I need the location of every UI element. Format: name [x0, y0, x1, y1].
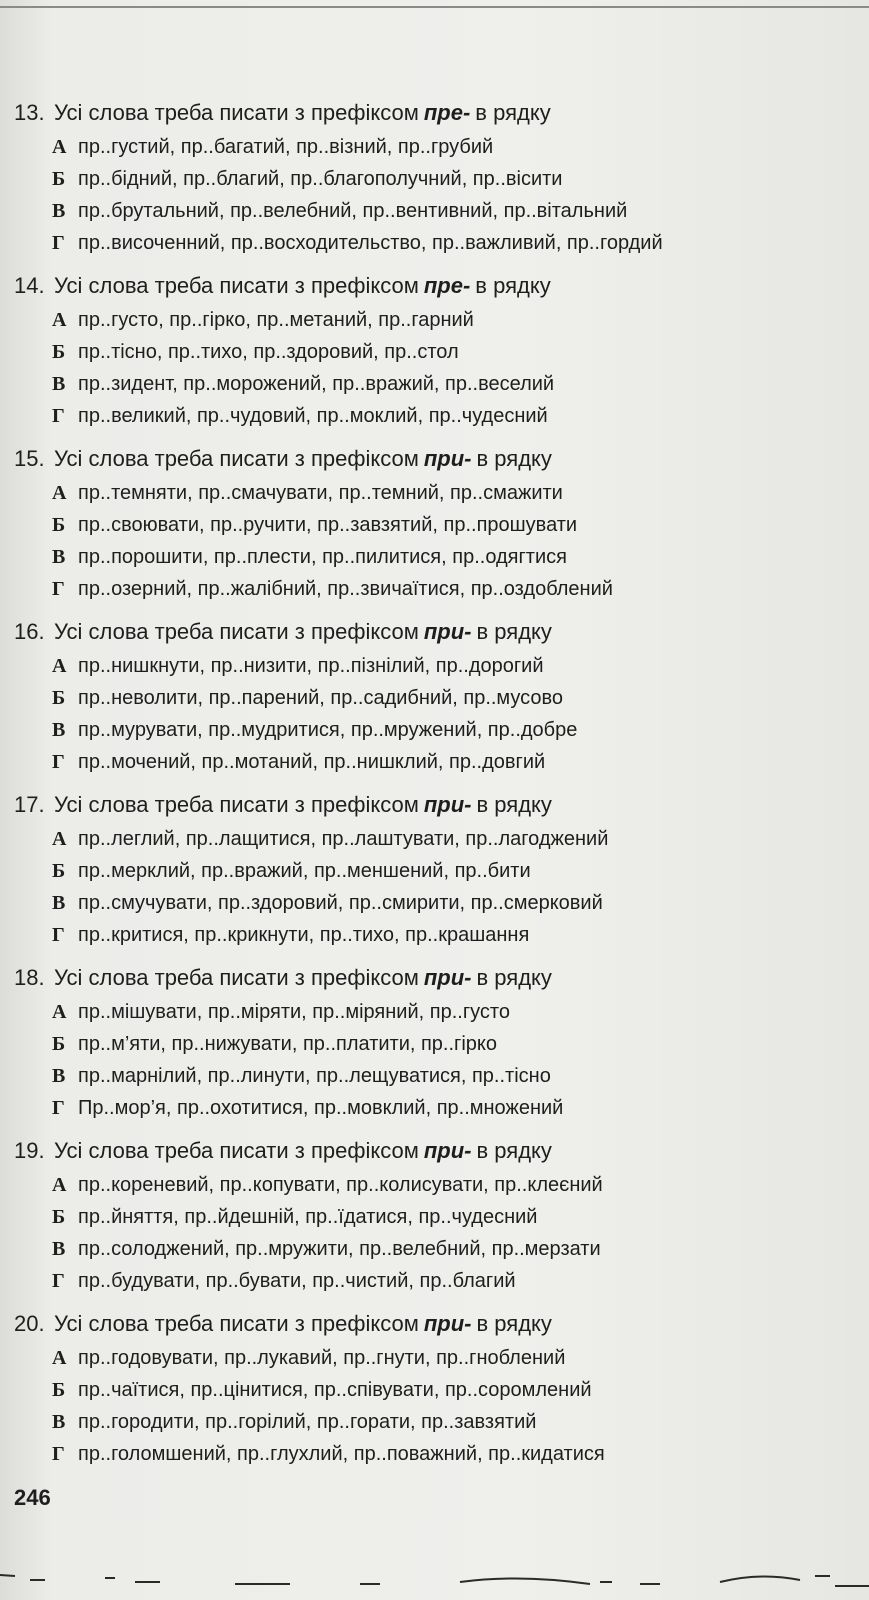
question-number: 15. — [14, 446, 45, 471]
question-text-end: в рядку — [476, 965, 552, 990]
option-letter: А — [52, 136, 67, 158]
question-block — [14, 1311, 854, 1484]
option-letter: В — [52, 892, 66, 914]
option-letter: Б — [52, 168, 66, 190]
answer-option — [14, 1097, 854, 1129]
question-heading — [14, 446, 854, 482]
option-text: пр..неволити, пр..парений, пр..садибний, пр..мусово — [78, 687, 564, 709]
answer-option — [14, 578, 854, 610]
answer-option — [14, 309, 854, 341]
option-letter: А — [52, 309, 67, 331]
option-text: пр..леглий, пр..лащитися, пр..лаштувати, пр..лагоджений — [78, 828, 609, 850]
option-text: пр..мурувати, пр..мудритися, пр..мружений, пр..добре — [78, 719, 578, 741]
question-prefix: пре- — [423, 100, 471, 125]
option-letter: Б — [52, 514, 66, 536]
option-text: пр..чаїтися, пр..цінитися, пр..співувати, пр..соромлений — [78, 1379, 592, 1401]
question-prefix: при- — [423, 619, 472, 644]
question-block — [14, 792, 854, 965]
option-text: пр..марнілий, пр..линути, пр..лещуватися, пр..тісно — [78, 1065, 551, 1087]
question-block — [14, 100, 854, 273]
option-letter: В — [52, 719, 66, 741]
question-block — [14, 446, 854, 619]
question-number: 19. — [14, 1138, 45, 1163]
option-text: пр..смучувати, пр..здоровий, пр..смирити, пр..смерковий — [78, 892, 603, 914]
answer-option — [14, 860, 854, 892]
question-text-end: в рядку — [475, 100, 551, 125]
question-text-end: в рядку — [476, 446, 552, 471]
question-number: 14. — [14, 273, 45, 298]
option-text: пр..нишкнути, пр..низити, пр..пізнілий, пр..дорогий — [78, 655, 544, 677]
option-letter: А — [52, 828, 67, 850]
question-text: Усі слова треба писати з префіксом — [54, 965, 419, 990]
option-text: пр..зидент, пр..морожений, пр..вражий, пр..веселий — [78, 373, 555, 395]
question-prefix: при- — [423, 1311, 472, 1336]
option-letter: Г — [52, 405, 65, 427]
question-block — [14, 1138, 854, 1311]
answer-option — [14, 1238, 854, 1270]
option-letter: Б — [52, 1379, 66, 1401]
option-letter: В — [52, 546, 66, 568]
answer-option — [14, 1033, 854, 1065]
option-text: пр..кореневий, пр..копувати, пр..колисувати, пр..клеєний — [78, 1174, 603, 1196]
question-heading — [14, 619, 854, 655]
question-prefix: пре- — [423, 273, 471, 298]
answer-option — [14, 655, 854, 687]
option-text: пр..своювати, пр..ручити, пр..завзятий, пр..прошувати — [78, 514, 578, 536]
question-text: Усі слова треба писати з префіксом — [54, 273, 419, 298]
question-block — [14, 273, 854, 446]
option-text: пр..м’яти, пр..нижувати, пр..платити, пр..гірко — [78, 1033, 498, 1055]
option-letter: Г — [52, 924, 65, 946]
question-number: 18. — [14, 965, 45, 990]
answer-option — [14, 828, 854, 860]
option-text: Пр..мор’я, пр..охотитися, пр..мовклий, пр..множений — [78, 1097, 564, 1119]
answer-option — [14, 1001, 854, 1033]
option-letter: В — [52, 1238, 66, 1260]
question-prefix: при- — [423, 446, 472, 471]
option-text: пр..будувати, пр..бувати, пр..чистий, пр..благий — [78, 1270, 516, 1292]
question-block — [14, 619, 854, 792]
option-letter: Б — [52, 341, 66, 363]
question-text-end: в рядку — [475, 273, 551, 298]
option-text: пр..годовувати, пр..лукавий, пр..гнути, пр..гноблений — [78, 1347, 566, 1369]
answer-option — [14, 751, 854, 783]
question-number: 20. — [14, 1311, 45, 1336]
answer-option — [14, 687, 854, 719]
questions-list — [14, 100, 854, 1484]
option-letter: Б — [52, 1033, 66, 1055]
answer-option — [14, 168, 854, 200]
option-text: пр..густо, пр..гірко, пр..метаний, пр..гарний — [78, 309, 474, 331]
answer-option — [14, 1379, 854, 1411]
answer-option — [14, 1206, 854, 1238]
question-number: 17. — [14, 792, 45, 817]
answer-option — [14, 892, 854, 924]
option-letter: А — [52, 655, 67, 677]
question-prefix: при- — [423, 792, 472, 817]
option-text: пр..бідний, пр..благий, пр..благополучний, пр..вісити — [78, 168, 563, 190]
question-text-end: в рядку — [476, 1138, 552, 1163]
option-text: пр..мішувати, пр..міряти, пр..міряний, пр..густо — [78, 1001, 510, 1023]
option-letter: А — [52, 1174, 67, 1196]
answer-option — [14, 924, 854, 956]
answer-option — [14, 373, 854, 405]
question-heading — [14, 273, 854, 309]
question-heading — [14, 1138, 854, 1174]
option-text: пр..великий, пр..чудовий, пр..моклий, пр..чудесний — [78, 405, 548, 427]
option-letter: Б — [52, 687, 66, 709]
question-number: 16. — [14, 619, 45, 644]
option-text: пр..голомшений, пр..глухлий, пр..поважний, пр..кидатися — [78, 1443, 605, 1465]
question-text: Усі слова треба писати з префіксом — [54, 100, 419, 125]
option-text: пр..городити, пр..горілий, пр..горати, пр..завзятий — [78, 1411, 537, 1433]
option-letter: Г — [52, 578, 65, 600]
option-letter: Г — [52, 751, 65, 773]
option-letter: В — [52, 1411, 66, 1433]
question-number: 13. — [14, 100, 45, 125]
option-letter: А — [52, 482, 67, 504]
option-letter: А — [52, 1347, 67, 1369]
option-letter: В — [52, 1065, 66, 1087]
question-text: Усі слова треба писати з префіксом — [54, 619, 419, 644]
question-text: Усі слова треба писати з префіксом — [54, 792, 419, 817]
option-letter: В — [52, 200, 66, 222]
answer-option — [14, 719, 854, 751]
option-letter: В — [52, 373, 66, 395]
option-text: пр..йняття, пр..йдешній, пр..їдатися, пр..чудесний — [78, 1206, 538, 1228]
answer-option — [14, 232, 854, 264]
option-letter: Б — [52, 1206, 66, 1228]
answer-option — [14, 546, 854, 578]
option-text: пр..озерний, пр..жалібний, пр..звичаїтися, пр..оздоблений — [78, 578, 613, 600]
answer-option — [14, 136, 854, 168]
answer-option — [14, 1347, 854, 1379]
option-text: пр..критися, пр..крикнути, пр..тихо, пр..крашання — [78, 924, 530, 946]
answer-option — [14, 482, 854, 514]
question-text: Усі слова треба писати з префіксом — [54, 446, 419, 471]
option-text: пр..темняти, пр..смачувати, пр..темний, пр..смажити — [78, 482, 563, 504]
option-letter: А — [52, 1001, 67, 1023]
option-letter: Г — [52, 1270, 65, 1292]
question-text-end: в рядку — [476, 1311, 552, 1336]
answer-option — [14, 1065, 854, 1097]
question-text: Усі слова треба писати з префіксом — [54, 1138, 419, 1163]
answer-option — [14, 1443, 854, 1475]
option-text: пр..височенний, пр..восходительство, пр..важливий, пр..гордий — [78, 232, 663, 254]
page-number: 246 — [14, 1485, 51, 1510]
question-prefix: при- — [423, 1138, 472, 1163]
answer-option — [14, 514, 854, 546]
option-text: пр..мочений, пр..мотаний, пр..нишклий, пр..довгий — [78, 751, 546, 773]
top-edge-line — [0, 6, 869, 8]
option-text: пр..солоджений, пр..мружити, пр..велебний, пр..мерзати — [78, 1238, 601, 1260]
option-letter: Г — [52, 1097, 65, 1119]
answer-option — [14, 341, 854, 373]
question-text-end: в рядку — [476, 792, 552, 817]
question-prefix: при- — [423, 965, 472, 990]
option-letter: Г — [52, 232, 65, 254]
question-heading — [14, 1311, 854, 1347]
question-block — [14, 965, 854, 1138]
answer-option — [14, 1270, 854, 1302]
question-text-end: в рядку — [476, 619, 552, 644]
question-heading — [14, 792, 854, 828]
bottom-edge-marks — [0, 1570, 869, 1590]
answer-option — [14, 405, 854, 437]
question-text: Усі слова треба писати з префіксом — [54, 1311, 419, 1336]
option-letter: Г — [52, 1443, 65, 1465]
question-heading — [14, 100, 854, 136]
answer-option — [14, 1174, 854, 1206]
option-text: пр..мерклий, пр..вражий, пр..меншений, пр..бити — [78, 860, 531, 882]
option-text: пр..тісно, пр..тихо, пр..здоровий, пр..стол — [78, 341, 459, 363]
option-letter: Б — [52, 860, 66, 882]
option-text: пр..густий, пр..багатий, пр..візний, пр..грубий — [78, 136, 494, 158]
question-heading — [14, 965, 854, 1001]
answer-option — [14, 1411, 854, 1443]
option-text: пр..брутальний, пр..велебний, пр..вентивний, пр..вітальний — [78, 200, 628, 222]
answer-option — [14, 200, 854, 232]
option-text: пр..порошити, пр..плести, пр..пилитися, пр..одягтися — [78, 546, 567, 568]
